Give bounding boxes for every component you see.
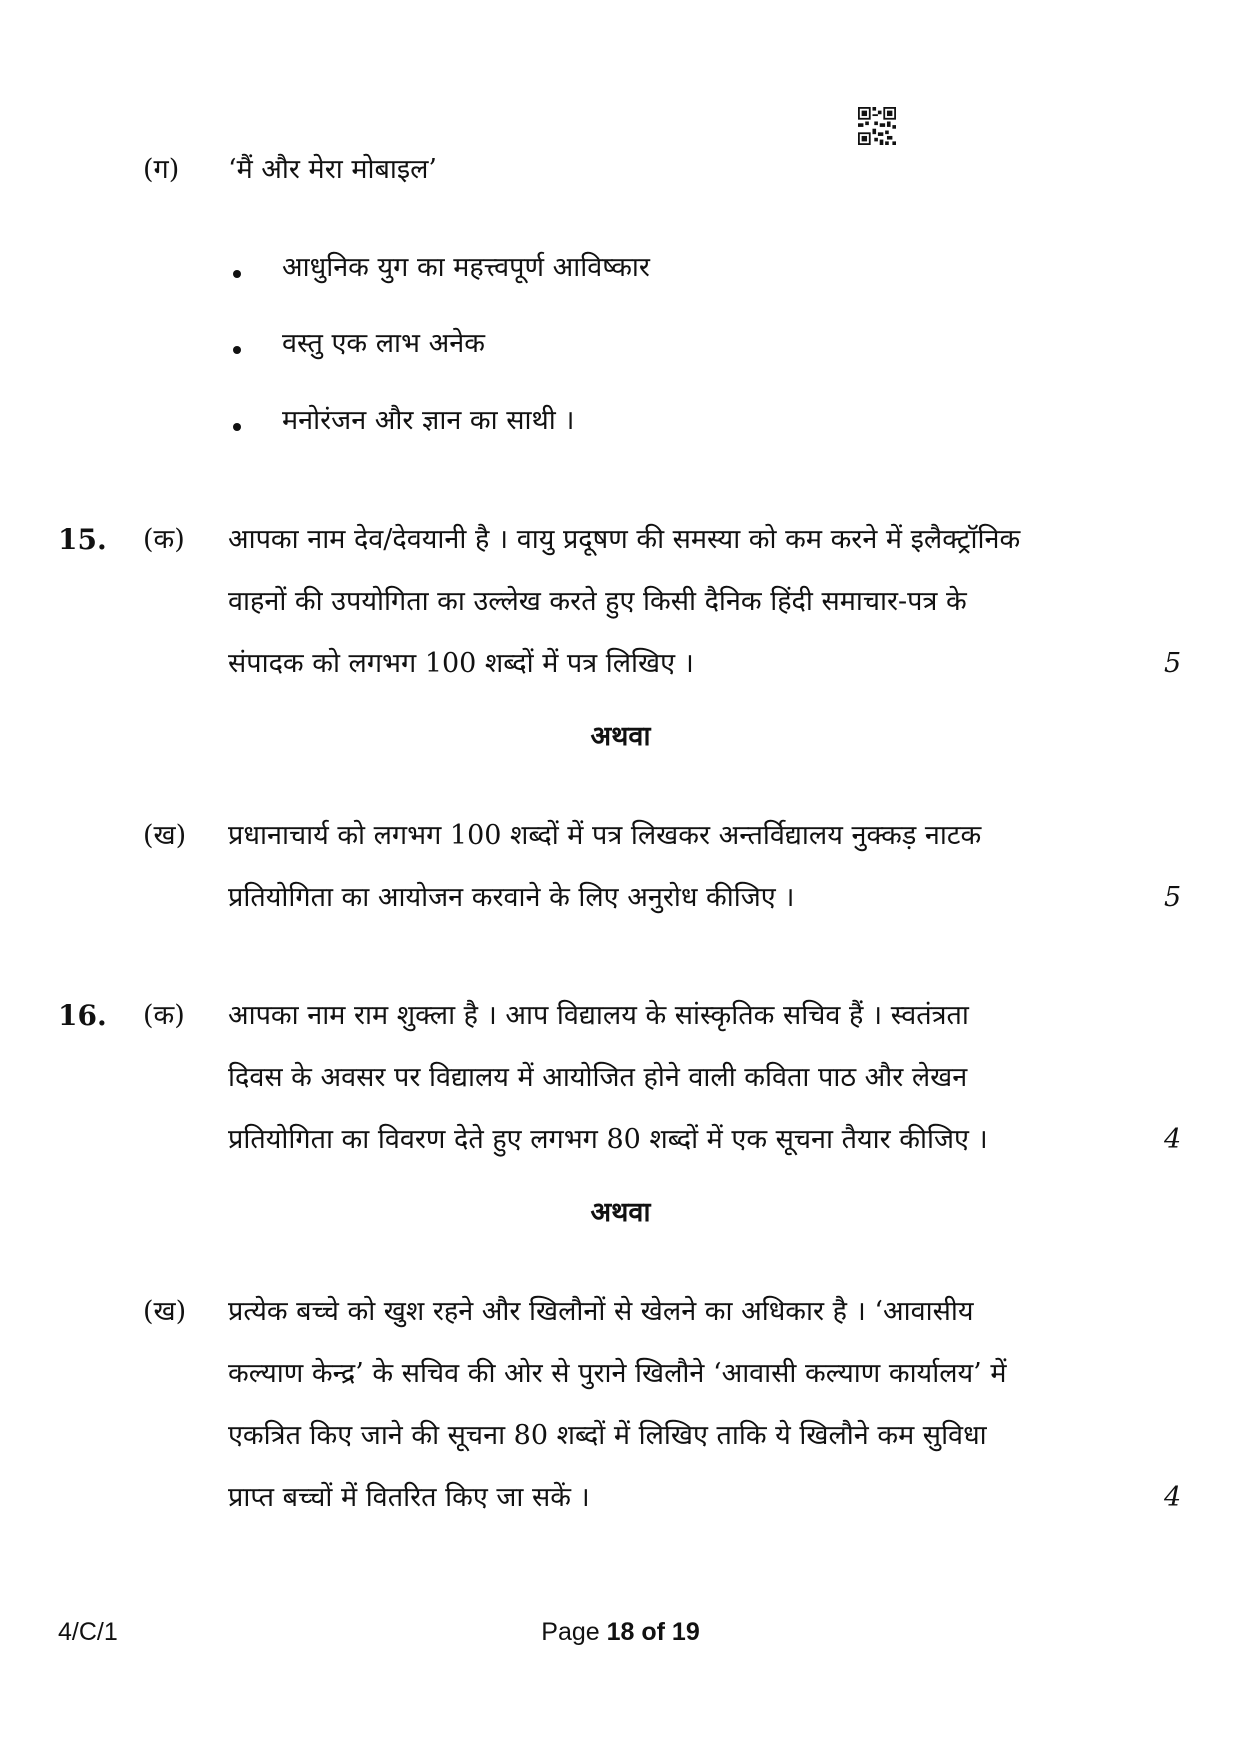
question-text (228, 985, 1114, 1171)
question-line: वाहनों की उपयोगिता का उल्लेख करते हुए किसी दैनिक हिंदी समाचार-पत्र के (228, 586, 967, 617)
bullet-icon (233, 270, 241, 278)
qr-code-icon (858, 107, 896, 145)
question-line: कल्याण केन्द्र’ के सचिव की ओर से पुराने खिलौने ‘आवासी कल्याण कार्यालय’ में (228, 1358, 1007, 1389)
page-of: of (634, 1618, 672, 1646)
question-text (228, 805, 1114, 929)
question-number: 15. (58, 523, 107, 556)
question-number: 16. (58, 999, 107, 1032)
option-label: (ख) (143, 1296, 187, 1327)
question-line: प्राप्त बच्चों में वितरित किए जा सकें । (228, 1482, 590, 1513)
bullet-icon (233, 346, 241, 354)
option-label: (ग) (143, 154, 180, 185)
question-line: प्रत्येक बच्चे को खुश रहने और खिलौनों से खेलने का अधिकार है । ‘आवासीय (228, 1296, 974, 1327)
marks: 5 (1164, 882, 1182, 913)
marks: 4 (1164, 1124, 1182, 1155)
page-current: 18 (606, 1618, 635, 1646)
marks: 4 (1164, 1482, 1182, 1513)
bullet-point: वस्तु एक लाभ अनेक (282, 328, 485, 359)
question-line: आपका नाम राम शुक्ला है । आप विद्यालय के सांस्कृतिक सचिव हैं । स्वतंत्रता (228, 1000, 969, 1031)
question-text (228, 509, 1114, 695)
marks: 5 (1164, 648, 1182, 679)
question-line: संपादक को लगभग 100 शब्दों में पत्र लिखिए । (228, 648, 694, 679)
question-line: एकत्रित किए जाने की सूचना 80 शब्दों में लिखिए ताकि ये खिलौने कम सुविधा (228, 1420, 987, 1451)
question-line: प्रतियोगिता का आयोजन करवाने के लिए अनुरोध कीजिए । (228, 882, 795, 913)
bullet-point: मनोरंजन और ज्ञान का साथी । (282, 405, 575, 436)
question-line: दिवस के अवसर पर विद्यालय में आयोजित होने वाली कविता पाठ और लेखन (228, 1062, 968, 1093)
bullet-point: आधुनिक युग का महत्त्वपूर्ण आविष्कार (282, 252, 650, 283)
paper-code: 4/C/1 (58, 1618, 118, 1646)
option-label: (क) (143, 1000, 185, 1031)
page-indicator (0, 1612, 1241, 1652)
question-text (228, 1281, 1114, 1529)
question-line: आपका नाम देव/देवयानी है । वायु प्रदूषण की समस्या को कम करने में इलैक्ट्रॉनिक (228, 524, 1021, 555)
question-line: प्रधानाचार्य को लगभग 100 शब्दों में पत्र लिखकर अन्तर्विद्यालय नुक्कड़ नाटक (228, 820, 982, 851)
page-prefix: Page (541, 1618, 607, 1646)
option-label: (ख) (143, 820, 187, 851)
option-label: (क) (143, 524, 185, 555)
page-total: 19 (671, 1618, 700, 1646)
question-line: प्रतियोगिता का विवरण देते हुए लगभग 80 शब्दों में एक सूचना तैयार कीजिए । (228, 1124, 988, 1155)
or-divider: अथवा (590, 721, 651, 752)
or-divider: अथवा (590, 1197, 651, 1228)
bullet-icon (233, 423, 241, 431)
essay-topic-title: ‘मैं और मेरा मोबाइल’ (228, 154, 438, 185)
